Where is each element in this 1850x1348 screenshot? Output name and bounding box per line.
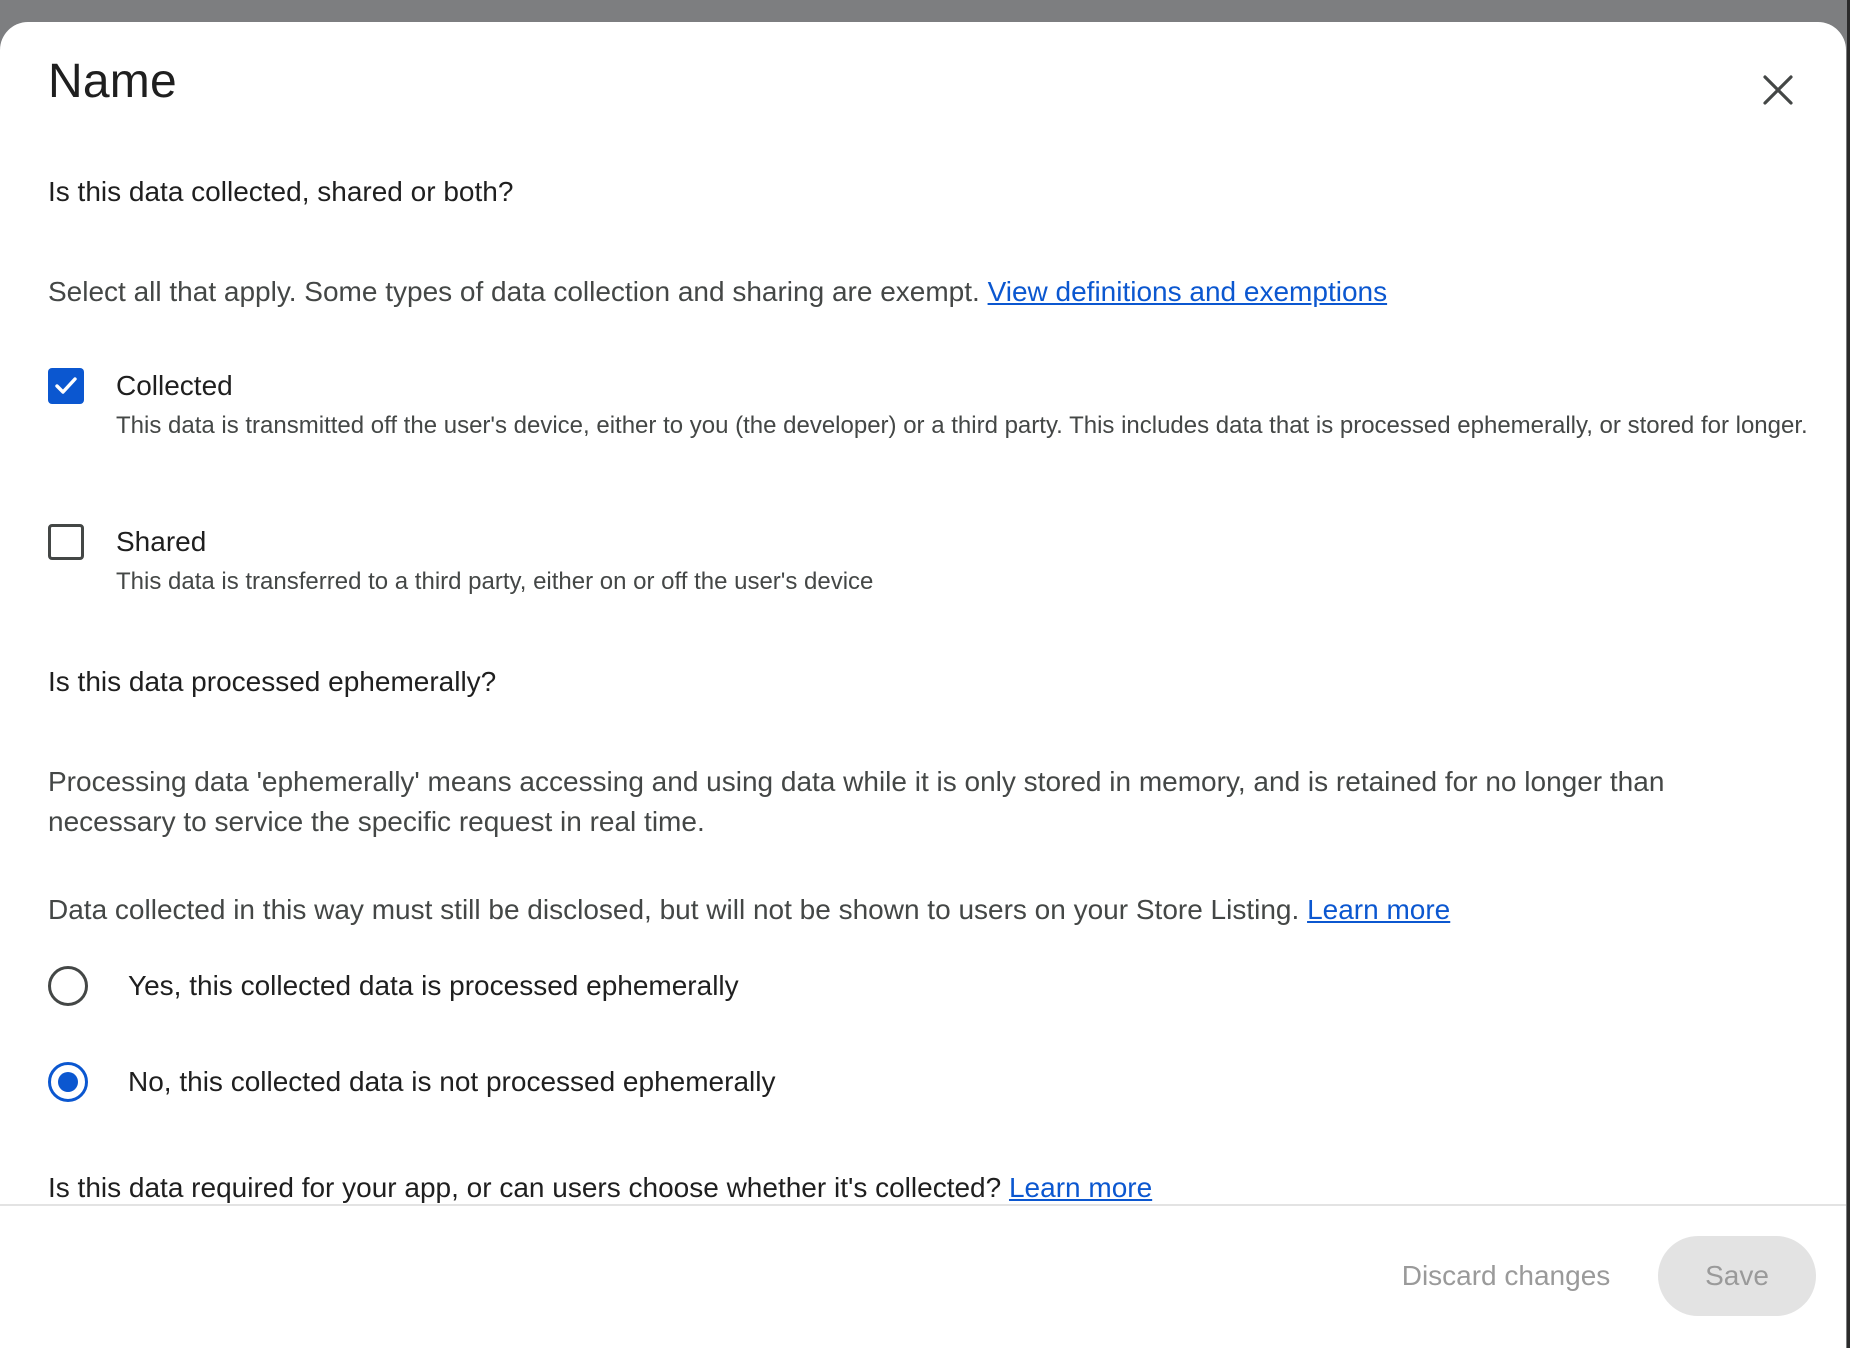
save-button[interactable]: Save <box>1658 1236 1816 1316</box>
required-learn-more-link[interactable]: Learn more <box>1008 1172 1153 1203</box>
discard-changes-button[interactable]: Discard changes <box>1376 1236 1636 1316</box>
ephemeral-no-radio[interactable] <box>48 1062 88 1102</box>
collected-description: This data is transmitted off the user's device, either to you (the developer) or a third party. This includes data that is processed ephemerally, or stored for longer. <box>116 412 1808 439</box>
shared-label: Shared <box>116 526 207 557</box>
ephemeral-help-text-1: Processing data 'ephemerally' means accessing and using data while it is only stored in memory, and is retained for no longer than necessary to service the specific request in real time. <box>48 766 1665 837</box>
shared-option <box>48 524 1828 604</box>
ephemeral-yes-radio[interactable] <box>48 966 88 1006</box>
ephemeral-no-label: No, this collected data is not processed ephemerally <box>128 1066 776 1097</box>
ephemeral-yes-label: Yes, this collected data is processed ephemerally <box>128 970 739 1001</box>
radio-selected-dot <box>58 1072 78 1092</box>
ephemeral-help-text-2 <box>48 890 1450 930</box>
shared-checkbox[interactable] <box>48 524 84 560</box>
dialog-title: Name <box>48 55 177 108</box>
dialog-footer <box>0 1204 1846 1348</box>
collected-option <box>48 368 1828 468</box>
collection-help-text <box>48 272 1387 312</box>
data-type-dialog <box>0 22 1846 1348</box>
shared-description: This data is transferred to a third party, either on or off the user's device <box>116 568 874 595</box>
ephemeral-help-text-2-body: Data collected in this way must still be disclosed, but will not be shown to users on your Store Listing. <box>48 894 1300 925</box>
collected-shared-question: Is this data collected, shared or both? <box>48 176 514 207</box>
dialog-content <box>48 22 1828 1204</box>
collected-label: Collected <box>116 370 233 401</box>
ephemeral-question: Is this data processed ephemerally? <box>48 666 497 697</box>
required-question-text: Is this data required for your app, or can users choose whether it's collected? <box>48 1172 1002 1203</box>
ephemeral-no-option[interactable] <box>48 1062 1048 1106</box>
collection-help-text-body: Select all that apply. Some types of data collection and sharing are exempt. <box>48 276 980 307</box>
ephemeral-yes-option[interactable] <box>48 966 1048 1010</box>
view-definitions-link[interactable]: View definitions and exemptions <box>987 276 1388 307</box>
collected-checkbox[interactable] <box>48 368 84 404</box>
required-question <box>48 1172 1152 1204</box>
ephemeral-learn-more-link[interactable]: Learn more <box>1307 894 1451 925</box>
check-icon <box>52 372 80 400</box>
